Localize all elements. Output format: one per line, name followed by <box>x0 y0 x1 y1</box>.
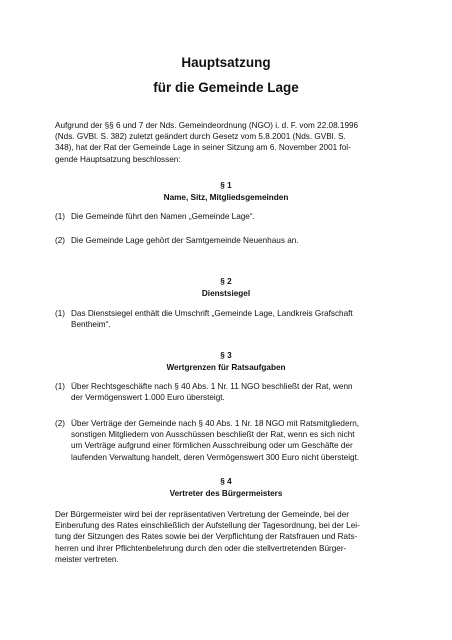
document-subtitle: für die Gemeinde Lage <box>153 80 299 95</box>
section-item <box>55 381 397 403</box>
preamble-line: 348), hat der Rat der Gemeinde Lage in seiner Sitzung am 6. November 2001 fol- <box>55 143 351 153</box>
paragraph-line: Einberufung des Rates einschließlich der Aufstellung der Tagesordnung, bei der Lei- <box>55 521 360 531</box>
item-text: Über Rechtsgeschäfte nach § 40 Abs. 1 Nr. 11 NGO beschließt der Rat, wenn <box>71 382 353 391</box>
section-number: § 3 <box>220 351 232 360</box>
section-title: Dienstsiegel <box>201 289 251 298</box>
preamble-line: Aufgrund der §§ 6 und 7 der Nds. Gemeindeordnung (NGO) i. d. F. vom 22.08.1996 <box>55 121 359 130</box>
section-number: § 4 <box>220 477 232 486</box>
item-number: (1) <box>55 212 66 221</box>
paragraph-line: Der Bürgermeister wird bei der repräsentativen Vertretung der Gemeinde, bei der <box>55 510 349 519</box>
section-title: Name, Sitz, Mitgliedsgemeinden <box>163 193 289 202</box>
item-text: der Vermögenswert 1.000 Euro übersteigt. <box>71 393 225 403</box>
section-paragraph <box>55 509 397 565</box>
section-item <box>55 418 397 463</box>
item-number: (1) <box>55 309 66 318</box>
document-title: Hauptsatzung <box>181 55 271 70</box>
item-text: sonstigen Mitgliedern von Ausschüssen beschließt der Rat, wenn es sich nicht <box>71 430 355 440</box>
preamble-line: gende Hauptsatzung beschlossen: <box>55 154 181 164</box>
item-text: Bentheim“. <box>71 320 111 330</box>
item-text: Das Dienstsiegel enthält die Umschrift „Gemeinde Lage, Landkreis Grafschaft <box>71 309 353 318</box>
item-number: (1) <box>55 382 66 391</box>
item-text: laufenden Verwaltung handelt, deren Vermögenswert 300 Euro nicht übersteigt. <box>71 452 360 462</box>
preamble-paragraph <box>55 120 397 165</box>
paragraph-line: meister vertreten. <box>55 554 119 564</box>
paragraph-line: herren und ihrer Pflichtenbelehrung durch den oder die stellvertretenden Bürger- <box>55 543 347 553</box>
item-number: (2) <box>55 419 66 428</box>
section-item <box>55 308 397 330</box>
item-text: Die Gemeinde führt den Namen „Gemeinde Lage“. <box>71 212 255 221</box>
item-text: um Verträge aufgrund einer förmlichen Ausschreibung oder um Geschäfte der <box>71 441 353 451</box>
section-title: Wertgrenzen für Ratsaufgaben <box>166 363 286 372</box>
preamble-line: (Nds. GVBl. S. 382) zuletzt geändert durch Gesetz vom 5.8.2001 (Nds. GVBl. S. <box>55 132 346 142</box>
item-text: Die Gemeinde Lage gehört der Samtgemeinde Neuenhaus an. <box>71 236 299 245</box>
section-number: § 1 <box>220 181 232 190</box>
section-number: § 2 <box>220 277 232 286</box>
item-number: (2) <box>55 236 66 245</box>
section-item <box>55 235 397 246</box>
section-title: Vertreter des Bürgermeisters <box>169 489 283 498</box>
paragraph-line: tung der Sitzungen des Rates sowie bei der Verpflichtung der Ratsfrauen und Rats- <box>55 532 358 542</box>
item-text: Über Verträge der Gemeinde nach § 40 Abs. 1 Nr. 18 NGO mit Ratsmitgliedern, <box>71 419 360 428</box>
section-item <box>55 211 397 222</box>
